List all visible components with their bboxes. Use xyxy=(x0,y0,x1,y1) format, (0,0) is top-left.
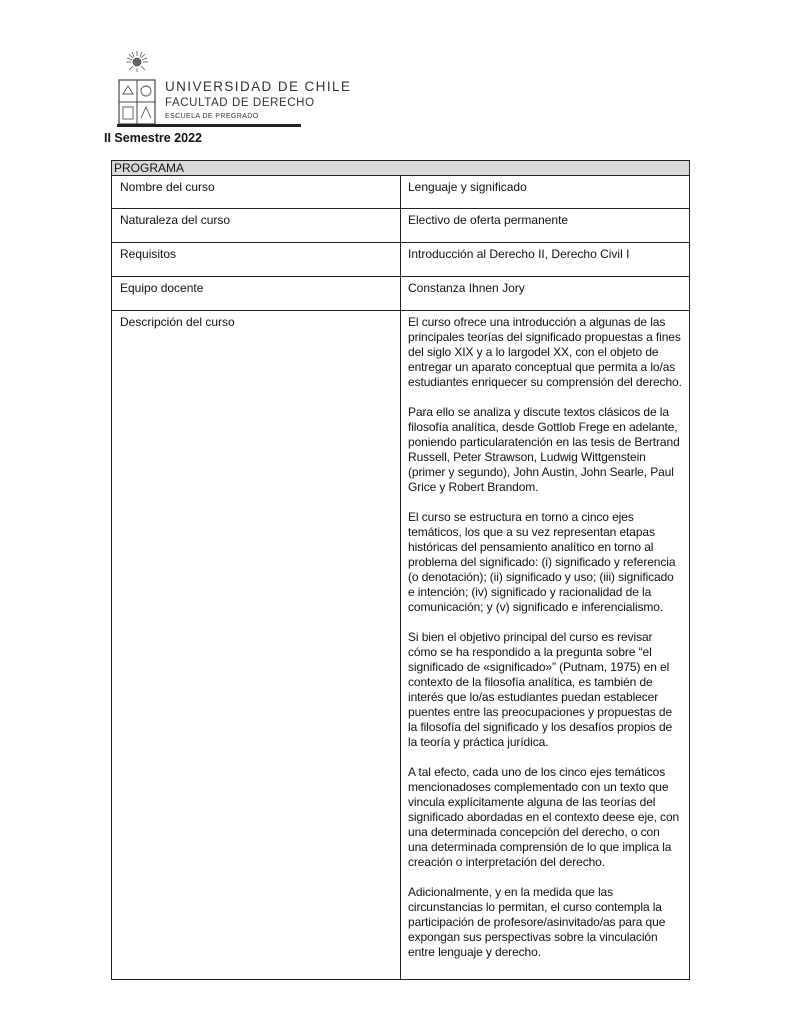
semester-heading: II Semestre 2022 xyxy=(104,131,202,145)
description-value xyxy=(401,311,690,980)
table-row xyxy=(112,311,690,980)
description-paragraph: Adicionalmente, y en la medida que las circunstancias lo permitan, el curso contempla la participación de profesore/asinvitado/as para que expongan sus perspectivas sobre la vinculación entre lenguaje y derecho. xyxy=(408,885,666,959)
table-row xyxy=(112,277,690,311)
course-name-value: Lenguaje y significado xyxy=(401,176,690,209)
table-row xyxy=(112,209,690,243)
university-wordmark xyxy=(165,79,351,122)
course-nature-label: Naturaleza del curso xyxy=(112,209,401,243)
description-paragraph: A tal efecto, cada uno de los cinco ejes temáticos mencionadoses complementado con un texto que vincula explícitamente alguna de las teorías del significado abordadas en el contexto deese eje, con una determinada concepción del derecho, o con una determinada comprensión de lo que implica la creación o interpretación del derecho. xyxy=(408,765,680,869)
program-heading-row xyxy=(112,161,690,176)
description-paragraph: El curso se estructura en torno a cinco ejes temáticos, los que a su vez representan etapas históricas del pensamiento analítico en torno al problema del significado: (i) significado y referencia (o denotación); (ii) significado y uso; (iii) significado e intención; (iv) significado y racionalidad de la comunicación; y (v) significado e inferencialismo. xyxy=(408,510,676,614)
university-seal-icon xyxy=(117,50,157,128)
school-name: ESCUELA DE PREGRADO xyxy=(165,113,259,120)
program-heading: PROGRAMA xyxy=(112,161,690,176)
description-paragraph: Para ello se analiza y discute textos clásicos de la filosofía analítica, desde Gottlob Frege en adelante, poniendo particularatención en las tesis de Bertrand Russell, Peter Strawson, Ludwig Wittgenstein (primer y segundo), John Austin, John Searle, Paul Grice y Robert Brandom. xyxy=(408,405,680,494)
course-nature-value: Electivo de oferta permanente xyxy=(401,209,690,243)
requirements-value: Introducción al Derecho II, Derecho Civil I xyxy=(401,243,690,277)
course-name-label: Nombre del curso xyxy=(112,176,401,209)
description-paragraph: Si bien el objetivo principal del curso es revisar cómo se ha respondido a la pregunta sobre “el significado de «significado»” (Putnam, 1975) en el contexto de la filosofía analítica, es también de interés que lo/as estudiantes puedan establecer puentes entre las preocupaciones y propuestas de la filosofía del significado y los desafíos propios de la teoría y práctica jurídica. xyxy=(408,630,673,749)
table-row xyxy=(112,176,690,209)
table-row xyxy=(112,243,690,277)
description-label: Descripción del curso xyxy=(112,311,401,980)
university-name: UNIVERSIDAD DE CHILE xyxy=(165,79,352,94)
teaching-team-label: Equipo docente xyxy=(112,277,401,311)
university-logo xyxy=(117,50,352,130)
description-paragraph: El curso ofrece una introducción a algunas de las principales teorías del significado propuestas a fines del siglo XIX y a lo largodel XX, con el objeto de entregar un aparato conceptual que permita a lo/as estudiantes enriquecer su comprensión del derecho. xyxy=(408,315,682,389)
teaching-team-value: Constanza Ihnen Jory xyxy=(401,277,690,311)
faculty-name: FACULTAD DE DERECHO xyxy=(165,97,315,109)
requirements-label: Requisitos xyxy=(112,243,401,277)
program-table xyxy=(111,160,690,980)
logo-divider xyxy=(117,124,301,127)
